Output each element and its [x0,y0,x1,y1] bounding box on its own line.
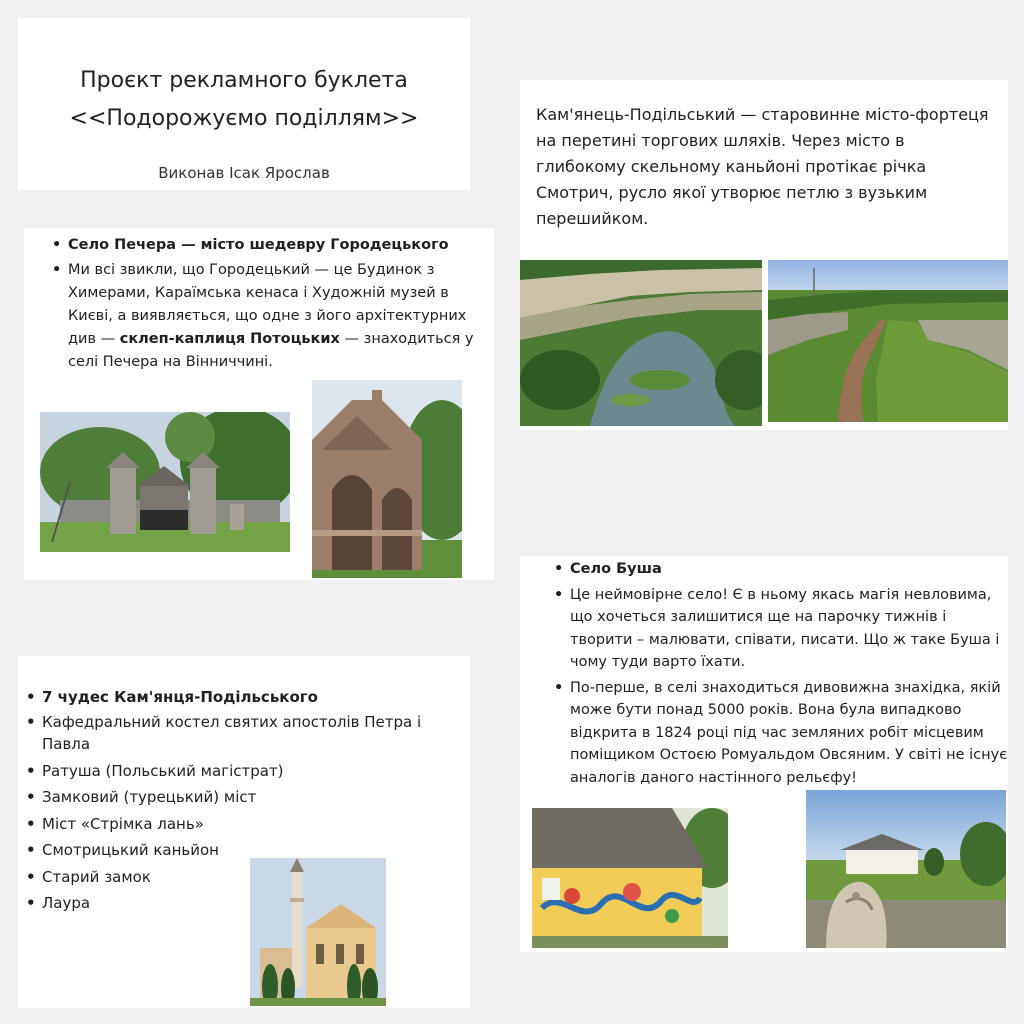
crypt-chapel-photo [312,380,462,578]
canyon-river-photo [520,260,762,426]
pechera-bullets [50,234,492,376]
cathedral-minaret-photo [250,858,386,1006]
wonders-item: • Ратуша (Польський магістрат) [24,760,464,782]
wonders-heading-item [24,686,464,708]
wonders-item: • Старий замок [24,866,464,888]
wonders-item: • Лаура [24,892,464,914]
pechera-heading-item [50,234,492,257]
busha-card [520,556,1008,952]
stone-relief-photo [806,790,1006,948]
busha-paragraph-2: • По-перше, в селі знаходиться дивовижна знахідка, якій може бути понад 5000 років. Вона була випадково відкрита в 1824 році під час земляних робіт місцевим поміщиком Остоєю Ромуальдом Овсяним. У світі не існує аналогів даного настінного рельєфу! [552,677,1008,790]
pechera-heading: Село Печера — місто шедевру Городецького [68,237,449,253]
wonders-item: • Замковий (турецький) міст [24,786,464,808]
kamianets-description: Кам'янець-Подільський — старовинне місто-фортеця на перетині торгових шляхів. Через місто в глибокому скельному каньйоні протікає річка Смотрич, русло якої утворює петлю з вузьким перешийком. [536,105,989,228]
canyon-valley-photo [768,260,1008,422]
pechera-paragraph-part2: — знаходиться у селі Печера на Вінниччині. [68,331,474,370]
title-card [18,18,470,190]
booklet-title-line1: Проєкт рекламного буклета [80,68,408,93]
wonders-item: • Міст «Стрімка лань» [24,813,464,835]
pechera-paragraph-item [50,259,492,374]
booklet-title-line2: <<Подорожуємо поділлям>> [69,106,419,131]
wonders-item: • Смотрицький каньйон [24,839,464,861]
wonders-heading: 7 чудес Кам'янця-Подільського [42,688,318,706]
wonders-list [24,686,464,919]
busha-bullets [552,558,1008,792]
pechera-paragraph-part1: Ми всі звикли, що Городецький — це Будинок з Химерами, Караїмська кенаса і Художній музей в Києві, а виявляється, що одне з його архітектурних див — [68,262,467,347]
busha-heading-item [552,558,1008,581]
wonders-card [18,656,470,1008]
pechera-card [24,228,494,580]
author-line: Виконав Ісак Ярослав [158,164,330,182]
busha-paragraph-1: • Це неймовірне село! Є в ньому якась магія невловима, що хочеться залишитися ще на парочку тижнів і творити – малювати, співати, писати. Що ж таке Буша і чому туди варто їхати. [552,584,1008,674]
kamianets-card [520,80,1008,430]
wonders-item: • Кафедральний костел святих апостолів Петра і Павла [24,711,464,755]
painted-house-photo [532,808,728,948]
busha-heading: Село Буша [570,561,662,577]
crypt-gate-photo [40,412,290,552]
pechera-paragraph-bold: склеп-каплиця Потоцьких [119,331,340,347]
